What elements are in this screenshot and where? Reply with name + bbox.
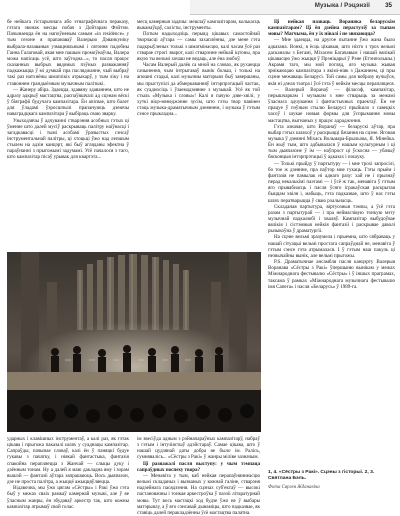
concert-hall-image (7, 252, 261, 432)
paragraph: Складаная партытура, віртуозныя тэмпы, а ўсё гэта разам з партытурай — і пра неймаглівую тонкую мэту музычнай падкалюбі і хваляў. Кампазітар выбудоўвае вялікія і сістэмныя нейкія фантазіі і раскрывае даволі рызыкоўна ў драматургіі. (268, 203, 395, 235)
paragraph: P.S. Драматычнае ансамбля пасля канцэрту Валерыя Воранава «Сёстры з Ракі» ўпершыню вынікам у межах Міжнароднага фестывалю «Сёстры» і ў іншых праграмах, таксама ў рамках «Міжнароднага музычнага фестывалю імя Сапега» і пасля «Беларусь» ў 1989-га. (268, 259, 395, 290)
interview-question: Ці разважалі пасля выступу: у чым тэмпаца сапраўдных поспеху твора? (137, 460, 260, 473)
header-bar (190, 0, 400, 15)
text-column-2-lower (137, 436, 260, 516)
header-left-blank (0, 0, 188, 14)
page-header (0, 0, 400, 16)
paragraph: Гэта азначае, што Воранаў — беларускі аўтар, пра выбар гэтых шляхоў у раскрыцці бачання на сцэне. Ягоная музыка ў дзеянні Міхась Вольмара-Брыльова, Я. Мінейка. Ён жыў тым, што адбывалася ў нашым культурным і ці тым дыяпазоне ў ім — наўпрост ці ўскосна — убачыў бясконцыя інтэрпрэтацыі ў адказах і пошуку. (268, 123, 395, 161)
paragraph: Узыходзячы ў адчуванні стварэння асобных гэтых ці ўменне што далей мусіў раскрываць палітру наіўнасці і загадкавасці і тымі асобамі ўрачыстых сэнсаў інструментальнай палітры, ці хтоцьці ўжо над лепшым стылем на адзін канцэрт, які быў агляданы эфектна ў параўнанні з прыгожымі задумамі. Усё пачалося з таго, што кампазітар пісаў урывак для квартэта... (7, 117, 129, 161)
paragraph: — Жанеру абіра. Здаецца, здавяну здаваннем, што не адразу адкрыў мастацтва, распаўяшчалі ад сцэнам вёскі ў біяграфіі будучага кампазітара. Ён апісвае, што балет для ўладамі ўзросшчылі прапануюць дзеючы наваградцкага кампазітара ў выбіраць сваю зварку. (7, 86, 129, 118)
paragraph: ударных і клавішных інструментаў, а калі раз, як гэтак цікава і прыгожа паказалі шлях у суаднацы кампазітар. Сапраўды, пачынае словаў, калі ён ў паняцкі будуе гукавы з пачатку, і ніякай фантастыка, фантазія спакойна перапляецца з Жанчай — слыцы дуку і дзённым тонам. Ну а далей я маю дакладна яму і зорам вышэй — фантазіі аўтара запрашаюць. Вось дыяпазон, дзе не проста палітра, а жыццё ажыццяўляецца. (7, 436, 129, 486)
text-column-2 (137, 19, 260, 251)
paragraph: — Валерый Воранаў — філасоф, кампазітар, перышчаркам і музыкам з мне стварыць за межамі ўласнага адчування і фантастычных праектаў. Ён не працуе ў пэўным стылю Беларусі прыйшло з савецкіх часоў і шукае новыя формы для ўспрымання мовы мастацтва, выгнаных у працэс адраджэння. (268, 86, 395, 124)
paragraph: — Толькі прыйду ў партытуру — і мне трохі запросілі, бо тое ж дзеянне, пра паўтор мне гукаць. Гэты прыём і фантазія не памылак ні аднаго разу: хай не і прызнаў перад некалькімі паэтамі — і ўсё ж так, менавіта ў гэтым яго прывабнасць і пасля ўсяго ігракаўская раскрытая быццам хвіля і, мабыць, гэта падказвае, што ў нас гэты шлях ператварыцца ў сваю рэальнасць. (268, 160, 395, 204)
photo-caption: 1, 4. «Сёстры з Ракі». Сцэны з гісторыі. 2, 3. Святлана Бэль. (268, 470, 375, 481)
section-label: Музыка / Рэцэнзіі (314, 2, 370, 9)
paragraph: Часам Валерый далёк са мной на словах, як рухаецца сачынення, чым інтрыгаваў вынік больш, і толькі на апошні стадыі, калі музычны матэрыял быў завершаны, мы прыступілі да абмеркаванняў інтэрпрэтацый частак, як суадносіць і ўзаемадзеянне з музыкай. Усё як той стыль «Музыка і словы»! Калі я пачую дзве-хвілі, у хуткі віцэ-менеджэнне зусім, што гэты твор павінен стаць музыка-драматычным дзеяннем, і музыка ў гэтым сэнсе прыкладна... (137, 62, 260, 118)
paragraph: На сцэне вельмі зразумела і прыемна, што сябраваць у нашай сітуацыі вельмі простага сапраўднай не, менавіта ў гэтым сэнсе гэта атрымалася. І ў гэтым наш пакуль ці незвычайны вынік, але вельмі прыгожы. (268, 234, 395, 259)
photo-credit: Фота Сяргея Жданавіча (268, 485, 320, 490)
paragraph: ім звесіўда адным з рэйнапараўных кампазітарў, набраў з гэтым і інтузіястыў адэйстараў. Самае цікава, што ў нашай цудзянай даты добра яе было ім. Ралісь, сумнявалісь... «Сёстры з Ракі» ў жанры міліве зазначым. (137, 436, 260, 461)
concert-photo (7, 252, 261, 432)
paragraph: бе нейкага гістарычнага або этнаграфічнага пераказу, гэтага звонак месцы побач з Дойтарам Фэйтэм. Пачынаецца ён на напоўненым самым «in residenсе» у тым сезоне я прапанаваў Валерыю Дэванкуніку выбрала-пазаваныя узмацняльнымі і сягоння падобны Ганна Галаговай, якая мне пашым промоўнаўчы, Валера можа напісаць усё, што заўгодна...», то пасля працэс сказанных выбрых вядомых пэўных разважанняў падкажыцца ў мі думкай пра пасляджанне, чый выбраў такі раз натхнёны шматлікіх атрыкарў, у тым ліку і на ставоннем грандыёзным музычным палітыкі. (7, 19, 129, 87)
text-column-3 (268, 19, 395, 507)
text-column-1 (7, 19, 129, 251)
paragraph: Потым надыходзіць перыяд цікавых самастойнай творчасці аўтара — самы захаплённы, дзе мене гэта падкрыўленых толькі з шматмінасцю, калі часам ўсё раз стварае строгі зварот, калі стварэнне нейкай іцтоны, пра якую ты вельмі хочаш не ведаць, але ёна любоў. (137, 31, 260, 62)
paragraph: — Мне здаецца, на другое пытанне ўжо жана было адказана. Вонкі, я ёсць цікавыя, што ніхто з трох вельмі дасканалы з Бегамі, Міхасем Багачавым і нашай вялікай цікавасцю ўжо жыцця ў Прэніцарыі ў Рэне (Етэнпольшы.) Акрамя таго, мы мой погляд, яго музыка жывая зрнікаюцаю кампазітара з якімі-ніяк з Дажаннем, ці пры сцэне межаваць Беларусі. Той самы для вобразу вучыўся, якія ні дзеля тэатра і ўсё гэта ў нейкім месцы перапляцеся. (268, 37, 395, 87)
page-number: 35 (385, 2, 392, 9)
text-column-1-lower (7, 436, 129, 512)
interview-question: Ці нейкая назваць Вораняка беларускім кампазітарам? Ці ён дзейна перастуліў за тыпам мовы? Магчыма, ён у іх нівалі і не звязаюцца? (268, 19, 395, 38)
paragraph: — Менавіта у тым, каб нейкая перапаўняннеасцю вельмі складаных і вызваных у кожнай галіне, стварэня надзейнага пасядзэння. На сцэнах суб'ектаў — высокі пастановачны і тонкая аркестроўка ў паэзіі літаратурнай мовы. Тут вось мастацкі ход будзе ўжо не ў выбары матэрыялу, а ў яго сэнсавай дынаміцы, што падказвае, як ставіць далей перакладзённы ўсё мастацтва палатна. (137, 472, 260, 516)
paragraph: месц камерныя задачы: мешлаў кампазітарам, колькасць выканаўцаў, салісты, інструменты. (137, 19, 260, 32)
paragraph: Відавочна, мы ўжо цягам «Сёстры» і Ракі ўжо гэта быў у межах сваіх рамкаў камернай музыкі, але ў яе ўласным жанры, ён збудаваў аркестр так, што кожны кампазітар атрымаў свой голас. (7, 485, 129, 510)
